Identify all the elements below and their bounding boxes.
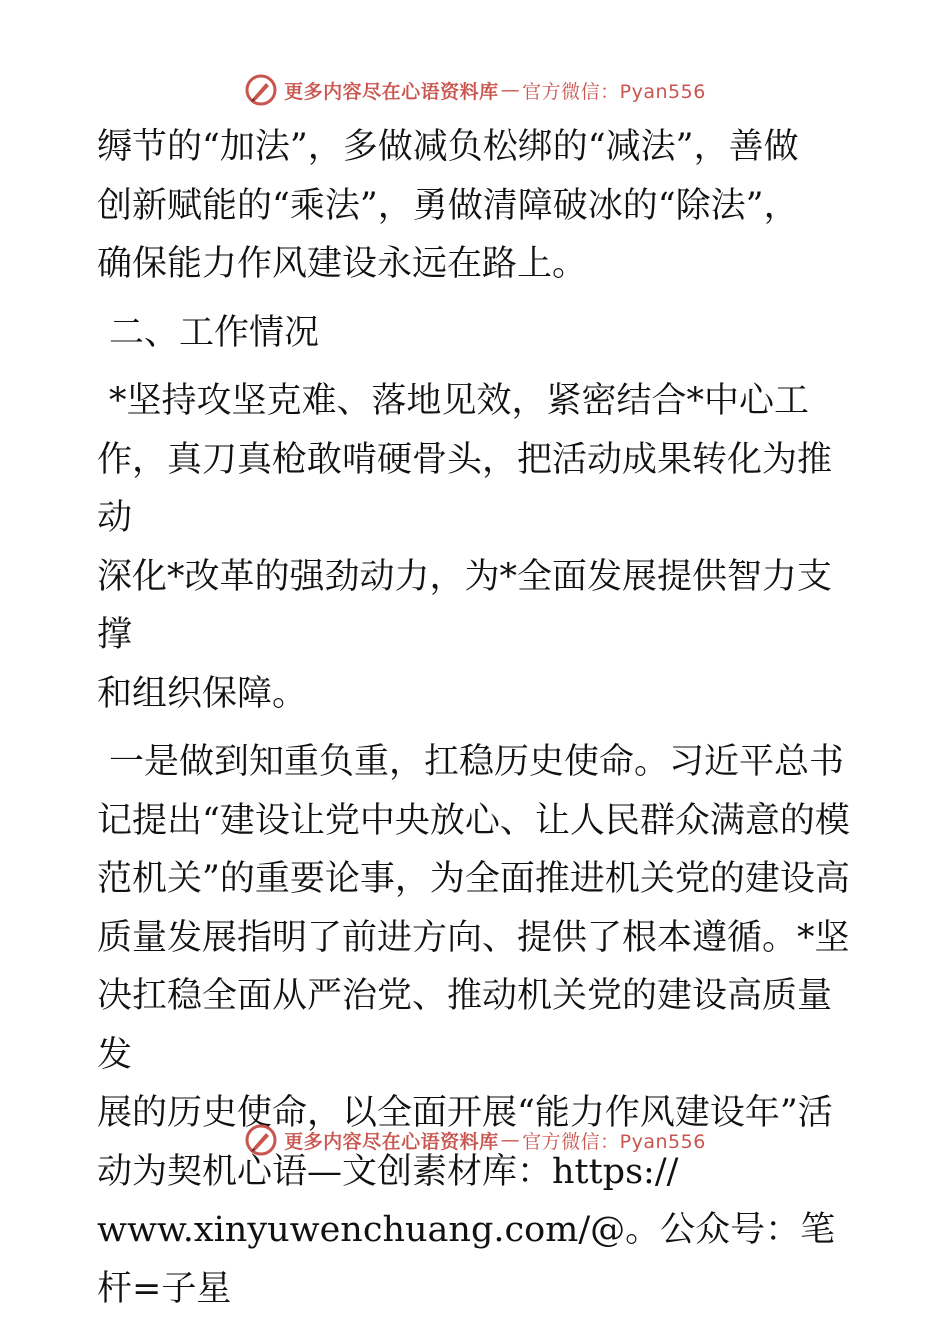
banner-dash: — [500,79,521,101]
banner-site-text: 更多内容尽在心语资料库 [284,80,499,103]
text-line: 创新赋能的“乘法”，勇做清障破冰的“除法”， [97,185,799,226]
text-line: 记提出“建设让党中央放心、让人民群众满意的模 [97,800,850,841]
text-line: 展的历史使命，以全面开展“能力作风建设年”活 [97,1093,833,1133]
section-heading: 二、工作情况 [109,312,320,353]
text-line: 深化*改革的强劲动力，为*全面发展提供智力支撑 [97,556,833,655]
footer-watermark-banner [0,1122,950,1158]
text-line: 作，真刀真枪敢啃硬骨头，把活动成果转化为推动 [97,439,833,538]
paragraph-2 [97,372,857,723]
text-line: 决扛稳全面从严治党、推动机关党的建设高质量发 [97,976,833,1075]
pen-logo-icon [244,73,278,107]
banner-wechat-text: 官方微信：Pyan556 [522,1130,706,1153]
text-line: 范机关”的重要论事，为全面推进机关党的建设高 [97,859,850,899]
paragraph-1 [97,118,857,294]
text-line: 一是做到知重负重，扛稳历史使命。习近平总书 [109,742,845,782]
banner-dash: — [500,1129,521,1151]
text-line: *坚持攻坚克难、落地见效，紧密结合*中心工 [109,381,810,421]
text-line: 动为契机心语—文创素材库：https:// [97,1151,679,1192]
text-line: 和组织保障。 [97,673,308,714]
banner-site-text: 更多内容尽在心语资料库 [284,1130,499,1153]
paragraph-3 [97,733,857,1318]
pen-logo-icon [244,1123,278,1157]
banner-wechat-text: 官方微信：Pyan556 [522,80,706,103]
text-line: www.xinyuwenchuang.com/@。公众号：笔杆=子星 [97,1210,836,1309]
text-line: 缛节的“加法”，多做减负松绑的“减法”，善做 [97,127,799,167]
text-line: 确保能力作风建设永远在路上。 [97,244,588,284]
header-watermark-banner [0,72,950,108]
text-line: 质量发展指明了前进方向、提供了根本遵循。*坚 [97,917,850,958]
